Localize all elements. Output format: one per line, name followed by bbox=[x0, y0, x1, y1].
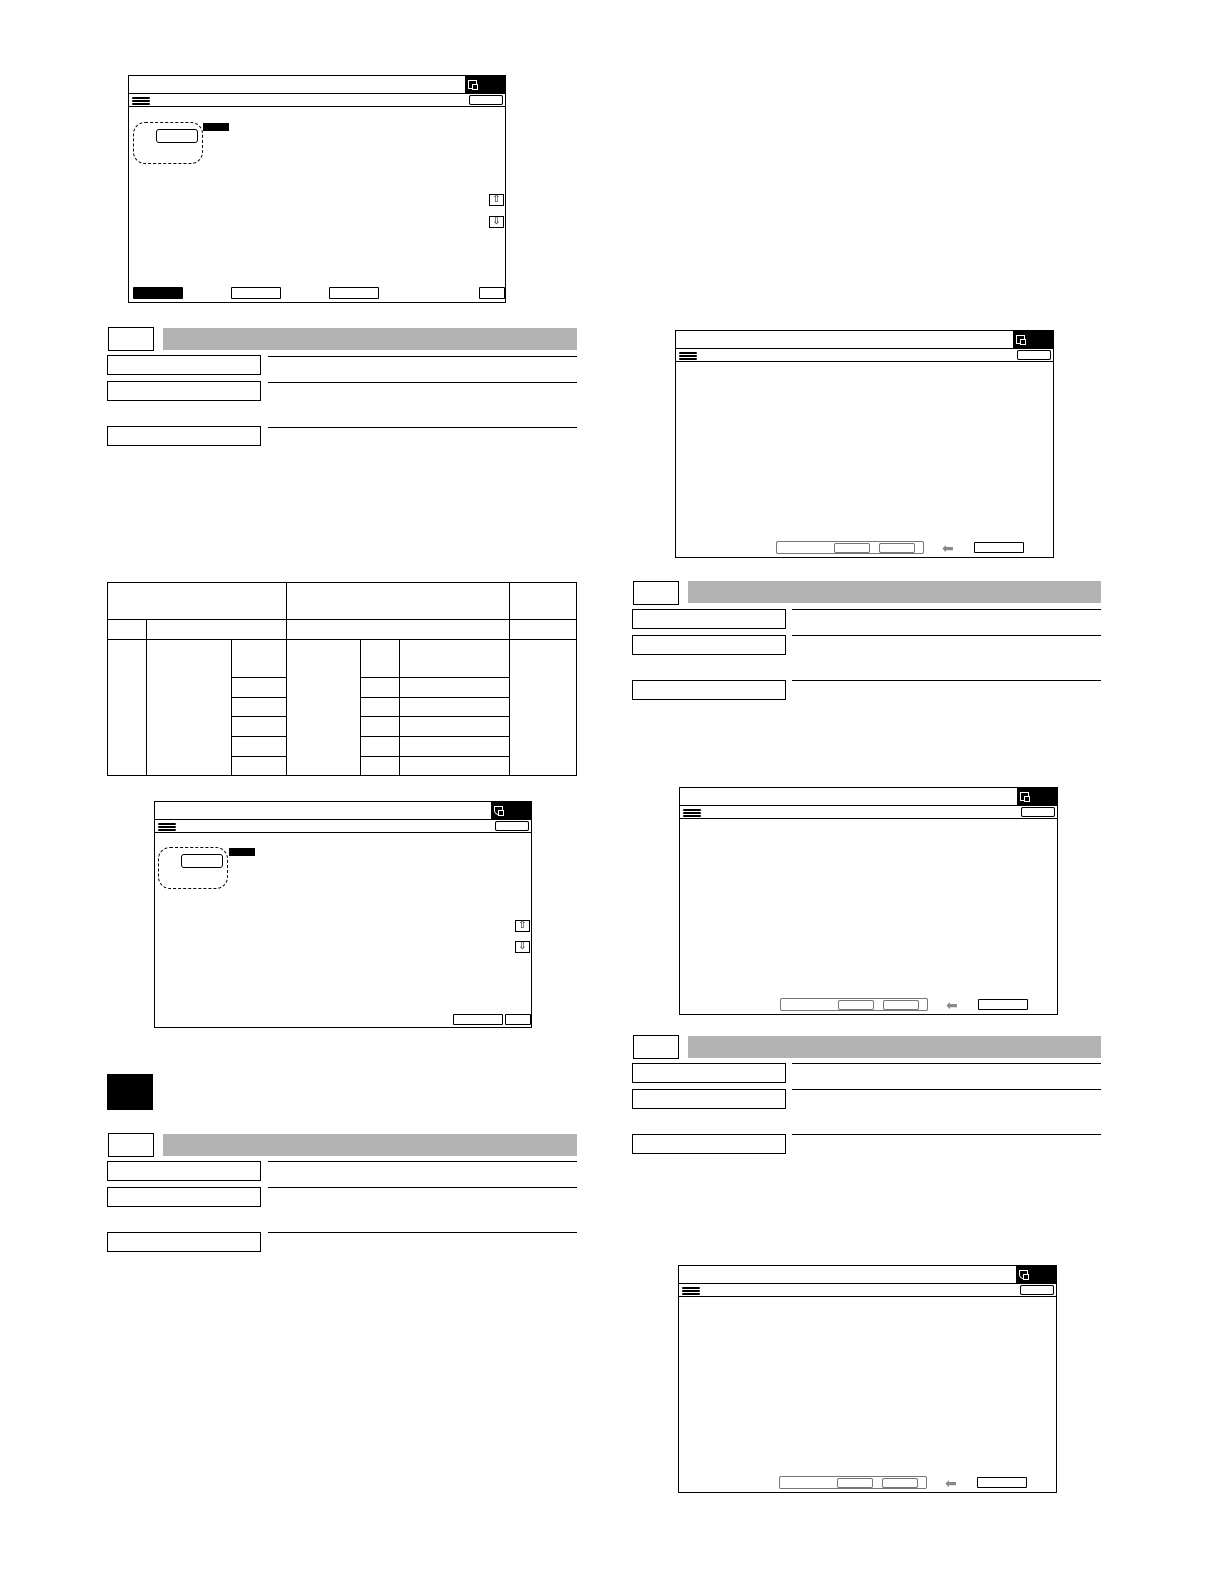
secondary-bar bbox=[129, 94, 505, 107]
secondary-button[interactable] bbox=[469, 95, 503, 105]
copy-mode-icon[interactable] bbox=[1016, 1266, 1056, 1284]
execute-button[interactable] bbox=[974, 542, 1024, 553]
title-bar bbox=[679, 1266, 1056, 1284]
ok-button[interactable] bbox=[479, 287, 505, 299]
up-arrow-icon[interactable]: ⇧ bbox=[489, 194, 504, 206]
back-arrow-icon[interactable]: ⬅ bbox=[942, 540, 954, 556]
row-rule bbox=[792, 680, 1101, 681]
screen-3 bbox=[675, 330, 1054, 558]
secondary-button[interactable] bbox=[1021, 807, 1055, 817]
ok-button[interactable] bbox=[505, 1014, 531, 1025]
menu-icon[interactable] bbox=[682, 1286, 700, 1299]
row-rule bbox=[792, 1134, 1101, 1135]
chapter-marker bbox=[107, 1074, 153, 1110]
row-rule bbox=[792, 1063, 1101, 1064]
section-heading-bar bbox=[688, 1036, 1101, 1058]
selected-key[interactable] bbox=[156, 129, 198, 143]
screen-2 bbox=[154, 801, 532, 1028]
row-label bbox=[632, 1063, 786, 1083]
row-rule bbox=[792, 635, 1101, 636]
back-arrow-icon[interactable]: ⬅ bbox=[946, 997, 958, 1013]
highlight-tag bbox=[229, 848, 255, 856]
copy-mode-icon[interactable] bbox=[491, 802, 531, 820]
row-label bbox=[107, 1232, 261, 1252]
copy-mode-icon[interactable] bbox=[465, 76, 505, 94]
section-code-box bbox=[108, 1133, 154, 1157]
row-rule bbox=[268, 427, 577, 428]
section-heading-bar bbox=[163, 1134, 577, 1156]
row-label bbox=[107, 1187, 261, 1207]
screen-4 bbox=[679, 787, 1058, 1015]
key-button-2[interactable] bbox=[882, 1478, 918, 1488]
row-rule bbox=[268, 356, 577, 357]
section-heading-bar bbox=[163, 328, 577, 350]
row-rule bbox=[792, 609, 1101, 610]
up-arrow-icon[interactable]: ⇧ bbox=[515, 920, 530, 932]
section-code-box bbox=[108, 327, 154, 351]
key-button-1[interactable] bbox=[838, 1000, 874, 1010]
execute-button[interactable] bbox=[977, 1477, 1027, 1488]
row-label bbox=[107, 355, 261, 375]
row-rule bbox=[268, 1161, 577, 1162]
back-arrow-icon[interactable]: ⬅ bbox=[945, 1475, 957, 1491]
secondary-button[interactable] bbox=[1020, 1285, 1054, 1295]
row-label bbox=[107, 426, 261, 446]
row-label bbox=[632, 1134, 786, 1154]
title-bar bbox=[680, 788, 1057, 806]
row-rule bbox=[268, 382, 577, 383]
title-bar bbox=[155, 802, 531, 820]
secondary-button[interactable] bbox=[495, 821, 529, 831]
row-rule bbox=[268, 1187, 577, 1188]
tab-button-1[interactable] bbox=[133, 287, 183, 299]
row-label bbox=[107, 1161, 261, 1181]
table-outline bbox=[107, 582, 577, 776]
section-code-box bbox=[633, 1035, 679, 1059]
title-bar bbox=[129, 76, 505, 94]
secondary-button[interactable] bbox=[1017, 350, 1051, 360]
row-label bbox=[632, 1089, 786, 1109]
row-rule bbox=[268, 1232, 577, 1233]
row-rule bbox=[792, 1089, 1101, 1090]
key-button-1[interactable] bbox=[837, 1478, 873, 1488]
menu-icon[interactable] bbox=[132, 96, 150, 109]
copy-mode-icon[interactable] bbox=[1013, 331, 1053, 349]
key-button-2[interactable] bbox=[883, 1000, 919, 1010]
menu-icon[interactable] bbox=[683, 808, 701, 821]
secondary-bar bbox=[155, 820, 531, 833]
tab-button-2[interactable] bbox=[231, 287, 281, 299]
section-heading-bar bbox=[688, 581, 1101, 603]
row-label bbox=[632, 680, 786, 700]
cancel-button[interactable] bbox=[453, 1014, 503, 1025]
screen-1 bbox=[128, 75, 506, 303]
down-arrow-icon[interactable]: ⇩ bbox=[515, 941, 530, 953]
row-label bbox=[632, 635, 786, 655]
execute-button[interactable] bbox=[978, 999, 1028, 1010]
down-arrow-icon[interactable]: ⇩ bbox=[489, 216, 504, 228]
row-label bbox=[632, 609, 786, 629]
menu-icon[interactable] bbox=[158, 822, 176, 835]
tab-button-3[interactable] bbox=[329, 287, 379, 299]
menu-icon[interactable] bbox=[679, 351, 697, 364]
key-button-1[interactable] bbox=[834, 543, 870, 553]
key-button-2[interactable] bbox=[879, 543, 915, 553]
row-label bbox=[107, 381, 261, 401]
selected-key[interactable] bbox=[181, 854, 223, 868]
highlight-tag bbox=[203, 123, 229, 131]
title-bar bbox=[676, 331, 1053, 349]
section-code-box bbox=[633, 581, 679, 605]
secondary-bar bbox=[676, 349, 1053, 362]
screen-5 bbox=[678, 1265, 1057, 1493]
secondary-bar bbox=[679, 1284, 1056, 1297]
copy-mode-icon[interactable] bbox=[1017, 788, 1057, 806]
secondary-bar bbox=[680, 806, 1057, 819]
